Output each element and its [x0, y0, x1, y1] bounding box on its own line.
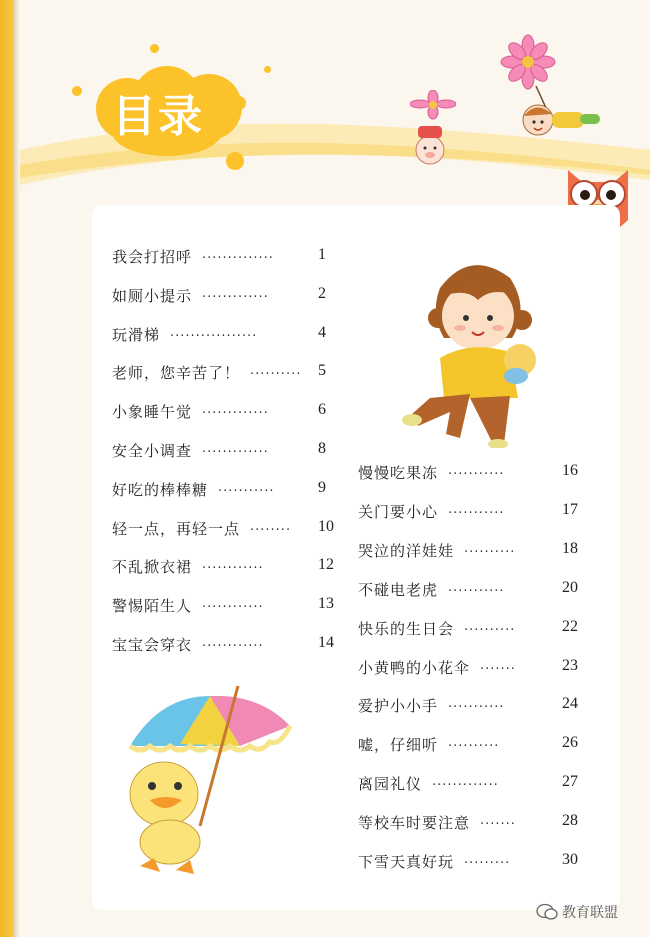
flower-icon	[410, 90, 456, 120]
flying-girl-icon	[506, 82, 602, 142]
toc-page-number: 22	[562, 617, 578, 635]
toc-entry-title: 关门要小心	[358, 502, 439, 521]
toc-page-number: 5	[318, 362, 326, 380]
toc-page-number: 17	[562, 500, 578, 518]
toc-entry-title: 慢慢吃果冻	[358, 464, 439, 482]
toc-entry-title: 不碰电老虎	[358, 580, 439, 599]
toc-entry	[112, 362, 326, 383]
toc-page-number: 18	[562, 539, 578, 557]
decor-dot	[264, 66, 271, 73]
toc-leader-dots: ·············	[202, 406, 269, 422]
watermark-text: 教育联盟	[562, 905, 618, 921]
toc-page-number: 12	[318, 556, 334, 574]
toc-entry	[358, 462, 578, 483]
toc-leader-dots: ··············	[202, 251, 274, 266]
toc-page-number: 28	[562, 812, 578, 830]
duck-with-umbrella-illustration	[120, 676, 300, 876]
toc-entry	[112, 401, 326, 422]
toc-leader-dots: ···········	[448, 583, 505, 599]
toc-entry-title: 警惕陌生人	[112, 597, 193, 616]
decor-dot	[226, 152, 244, 170]
toc-entry	[112, 634, 334, 655]
toc-page-number: 14	[318, 634, 334, 651]
toc-entry-title: 下雪天真好玩	[358, 853, 455, 871]
toc-entry	[358, 812, 578, 833]
toc-leader-dots: ·············	[432, 778, 499, 794]
toc-page-number: 20	[562, 578, 578, 596]
toc-leader-dots: ············	[202, 561, 264, 577]
toc-entry-title: 小象睡午觉	[112, 403, 193, 422]
decor-dot	[232, 96, 246, 110]
toc-entry-title: 爱护小小手	[358, 697, 439, 716]
toc-leader-dots: ·········	[464, 856, 511, 871]
toc-entry-title: 小黄鸭的小花伞	[358, 658, 471, 677]
toc-entry-title: 如厕小提示	[112, 286, 193, 305]
toc-entry	[112, 517, 334, 539]
toc-page-number: 27	[562, 773, 578, 791]
toc-entry-title: 轻一点，再轻一点	[112, 519, 241, 538]
toc-entry	[358, 656, 578, 678]
toc-leader-dots: ············	[202, 600, 264, 616]
toc-entry-title: 玩滑梯	[112, 325, 161, 344]
toc-leader-dots: ···········	[448, 467, 505, 482]
pig-icon	[412, 124, 448, 168]
watermark	[536, 902, 618, 922]
toc-entry	[112, 478, 326, 500]
toc-page-number: 1	[318, 246, 326, 263]
toc-page-number: 23	[562, 656, 578, 674]
toc-entry	[358, 851, 578, 872]
toc-page-number: 30	[562, 851, 578, 868]
wechat-icon	[536, 903, 558, 921]
toc-leader-dots: ·······	[480, 661, 516, 677]
toc-entry	[358, 617, 578, 639]
toc-entry-title: 不乱掀衣裙	[112, 558, 193, 577]
toc-page-number: 4	[318, 323, 326, 341]
toc-page-number: 2	[318, 284, 326, 302]
toc-entry	[358, 578, 578, 600]
toc-entry	[358, 695, 578, 716]
toc-entry-title: 好吃的棒棒糖	[112, 480, 209, 499]
toc-page-number: 24	[562, 695, 578, 713]
toc-entry	[358, 500, 578, 522]
toc-page-number: 26	[562, 734, 578, 752]
toc-entry	[112, 323, 326, 345]
toc-leader-dots: ·············	[202, 289, 269, 305]
toc-leader-dots: ·············	[202, 445, 269, 460]
toc-entry-title: 嘘，仔细听	[358, 736, 439, 755]
toc-leader-dots: ··········	[464, 544, 516, 560]
toc-entry	[112, 284, 326, 306]
toc-leader-dots: ··········	[250, 367, 302, 383]
toc-leader-dots: ···········	[218, 483, 275, 499]
girl-with-doll-illustration	[400, 248, 550, 448]
toc-leader-dots: ·················	[170, 328, 258, 344]
decor-dot	[72, 86, 82, 96]
toc-page-number: 6	[318, 401, 326, 419]
toc-entry	[112, 440, 326, 461]
toc-entry	[112, 556, 334, 577]
toc-entry-title: 我会打招呼	[112, 248, 193, 266]
toc-leader-dots: ·······	[480, 817, 516, 833]
toc-entry	[358, 539, 578, 561]
toc-entry-title: 离园礼仪	[358, 775, 423, 794]
toc-leader-dots: ···········	[448, 505, 505, 521]
toc-leader-dots: ············	[202, 639, 264, 654]
toc-leader-dots: ········	[250, 522, 292, 538]
decor-dot	[150, 44, 159, 53]
toc-entry-title: 快乐的生日会	[358, 619, 455, 638]
toc-page-number: 9	[318, 478, 326, 496]
toc-entry	[358, 773, 578, 794]
toc-entry	[112, 595, 334, 616]
toc-entry-title: 安全小调查	[112, 442, 193, 460]
toc-leader-dots: ··········	[464, 622, 516, 638]
toc-entry-title: 哭泣的洋娃娃	[358, 541, 455, 560]
toc-entry-title: 等校车时要注意	[358, 814, 471, 833]
page-title: 目录	[112, 91, 204, 142]
toc-page-number: 16	[562, 462, 578, 479]
toc-leader-dots: ··········	[448, 739, 500, 755]
toc-entry	[112, 246, 326, 267]
toc-leader-dots: ···········	[448, 700, 505, 716]
toc-entry-title: 宝宝会穿衣	[112, 636, 193, 654]
toc-page-number: 8	[318, 440, 326, 457]
toc-page-number: 10	[318, 517, 334, 535]
toc-entry-title: 老师，您辛苦了！	[112, 364, 241, 383]
toc-page-number: 13	[318, 595, 334, 613]
toc-entry	[358, 734, 578, 755]
